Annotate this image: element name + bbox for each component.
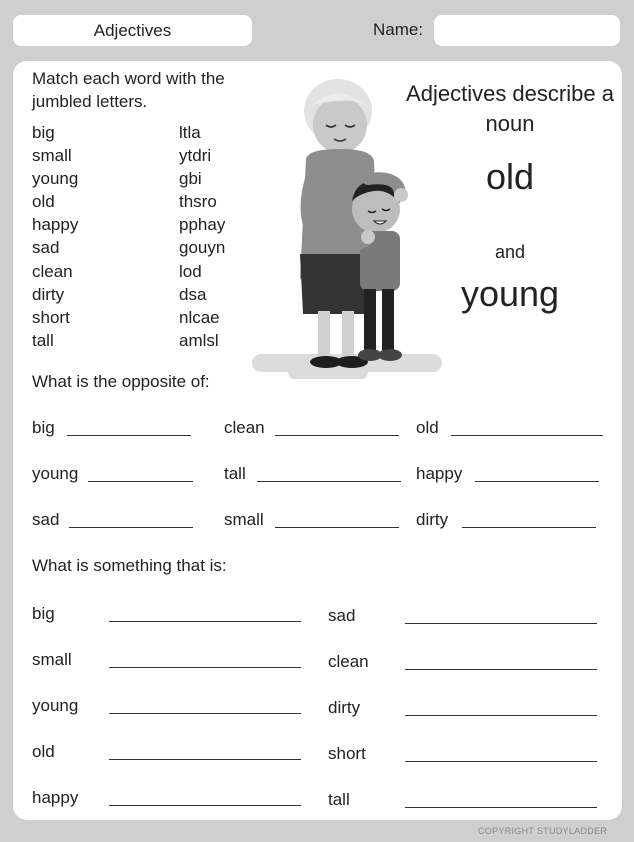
side-word-young: young — [460, 273, 560, 314]
answer-line[interactable] — [405, 715, 597, 716]
opposite-word: happy — [416, 464, 463, 483]
word-item: big — [32, 123, 55, 142]
jumbled-item: ytdri — [179, 146, 212, 166]
answer-line[interactable] — [405, 807, 597, 808]
answer-line[interactable] — [109, 713, 301, 714]
answer-line[interactable] — [275, 435, 399, 436]
something-word: small — [32, 650, 72, 669]
answer-line[interactable] — [405, 669, 597, 670]
opposite-word: tall — [224, 464, 246, 483]
something-word: big — [32, 604, 55, 623]
answer-line[interactable] — [109, 621, 301, 622]
copyright-notice: COPYRIGHT STUDYLADDER — [478, 826, 608, 836]
name-field[interactable] — [434, 15, 620, 46]
opposite-word: old — [416, 418, 439, 437]
something-prompt: What is something that is: — [32, 556, 227, 575]
opposite-word: small — [224, 510, 264, 529]
answer-line[interactable] — [405, 761, 597, 762]
word-item: short — [32, 307, 70, 327]
opposite-prompt: What is the opposite of: — [32, 372, 210, 391]
something-word: young — [32, 696, 79, 715]
answer-line[interactable] — [88, 481, 193, 482]
name-label: Name: — [373, 20, 424, 39]
answer-line[interactable] — [109, 805, 301, 806]
answer-line[interactable] — [67, 435, 191, 436]
worksheet-title-box — [13, 15, 252, 46]
something-word: short — [328, 744, 366, 763]
side-word-old: old — [485, 156, 535, 197]
opposite-word: sad — [32, 510, 60, 529]
jumbled-item: amlsl — [179, 330, 219, 350]
answer-line[interactable] — [109, 667, 301, 668]
something-word: tall — [328, 790, 350, 809]
opposite-word: dirty — [416, 510, 449, 529]
worksheet-title: Adjectives — [93, 20, 172, 40]
something-word: sad — [328, 606, 356, 625]
answer-line[interactable] — [275, 527, 399, 528]
word-item: small — [32, 146, 72, 166]
opposite-word: clean — [224, 418, 265, 437]
jumbled-item: lod — [179, 261, 202, 281]
jumbled-item: nlcae — [179, 307, 220, 327]
match-instruction: Match each word with the jumbled letters. — [32, 69, 225, 111]
something-word: old — [32, 742, 55, 761]
something-word: dirty — [328, 698, 361, 717]
worksheet-body — [13, 61, 622, 820]
something-word: happy — [32, 788, 79, 807]
jumbled-item: gouyn — [179, 238, 226, 258]
word-list — [32, 121, 78, 352]
jumbled-list — [179, 121, 225, 352]
opposite-word: young — [32, 464, 79, 483]
word-item: sad — [32, 238, 60, 258]
answer-line[interactable] — [462, 527, 596, 528]
word-item: young — [32, 169, 79, 189]
word-item: tall — [32, 330, 54, 350]
side-conjunction: and — [494, 242, 526, 262]
opposite-word: big — [32, 418, 55, 437]
answer-line[interactable] — [405, 623, 597, 624]
jumbled-item: thsro — [179, 192, 217, 212]
answer-line[interactable] — [257, 481, 401, 482]
something-word: clean — [328, 652, 369, 671]
word-item: happy — [32, 215, 79, 235]
word-item: clean — [32, 261, 73, 281]
word-item: dirty — [32, 284, 65, 304]
answer-line[interactable] — [451, 435, 603, 436]
jumbled-item: dsa — [179, 284, 207, 304]
answer-line[interactable] — [109, 759, 301, 760]
jumbled-item: gbi — [179, 169, 202, 189]
jumbled-item: ltla — [179, 123, 201, 142]
word-item: old — [32, 192, 55, 212]
side-heading: Adjectives describe a noun — [406, 81, 614, 136]
jumbled-item: pphay — [179, 215, 226, 235]
answer-line[interactable] — [69, 527, 193, 528]
answer-line[interactable] — [475, 481, 599, 482]
